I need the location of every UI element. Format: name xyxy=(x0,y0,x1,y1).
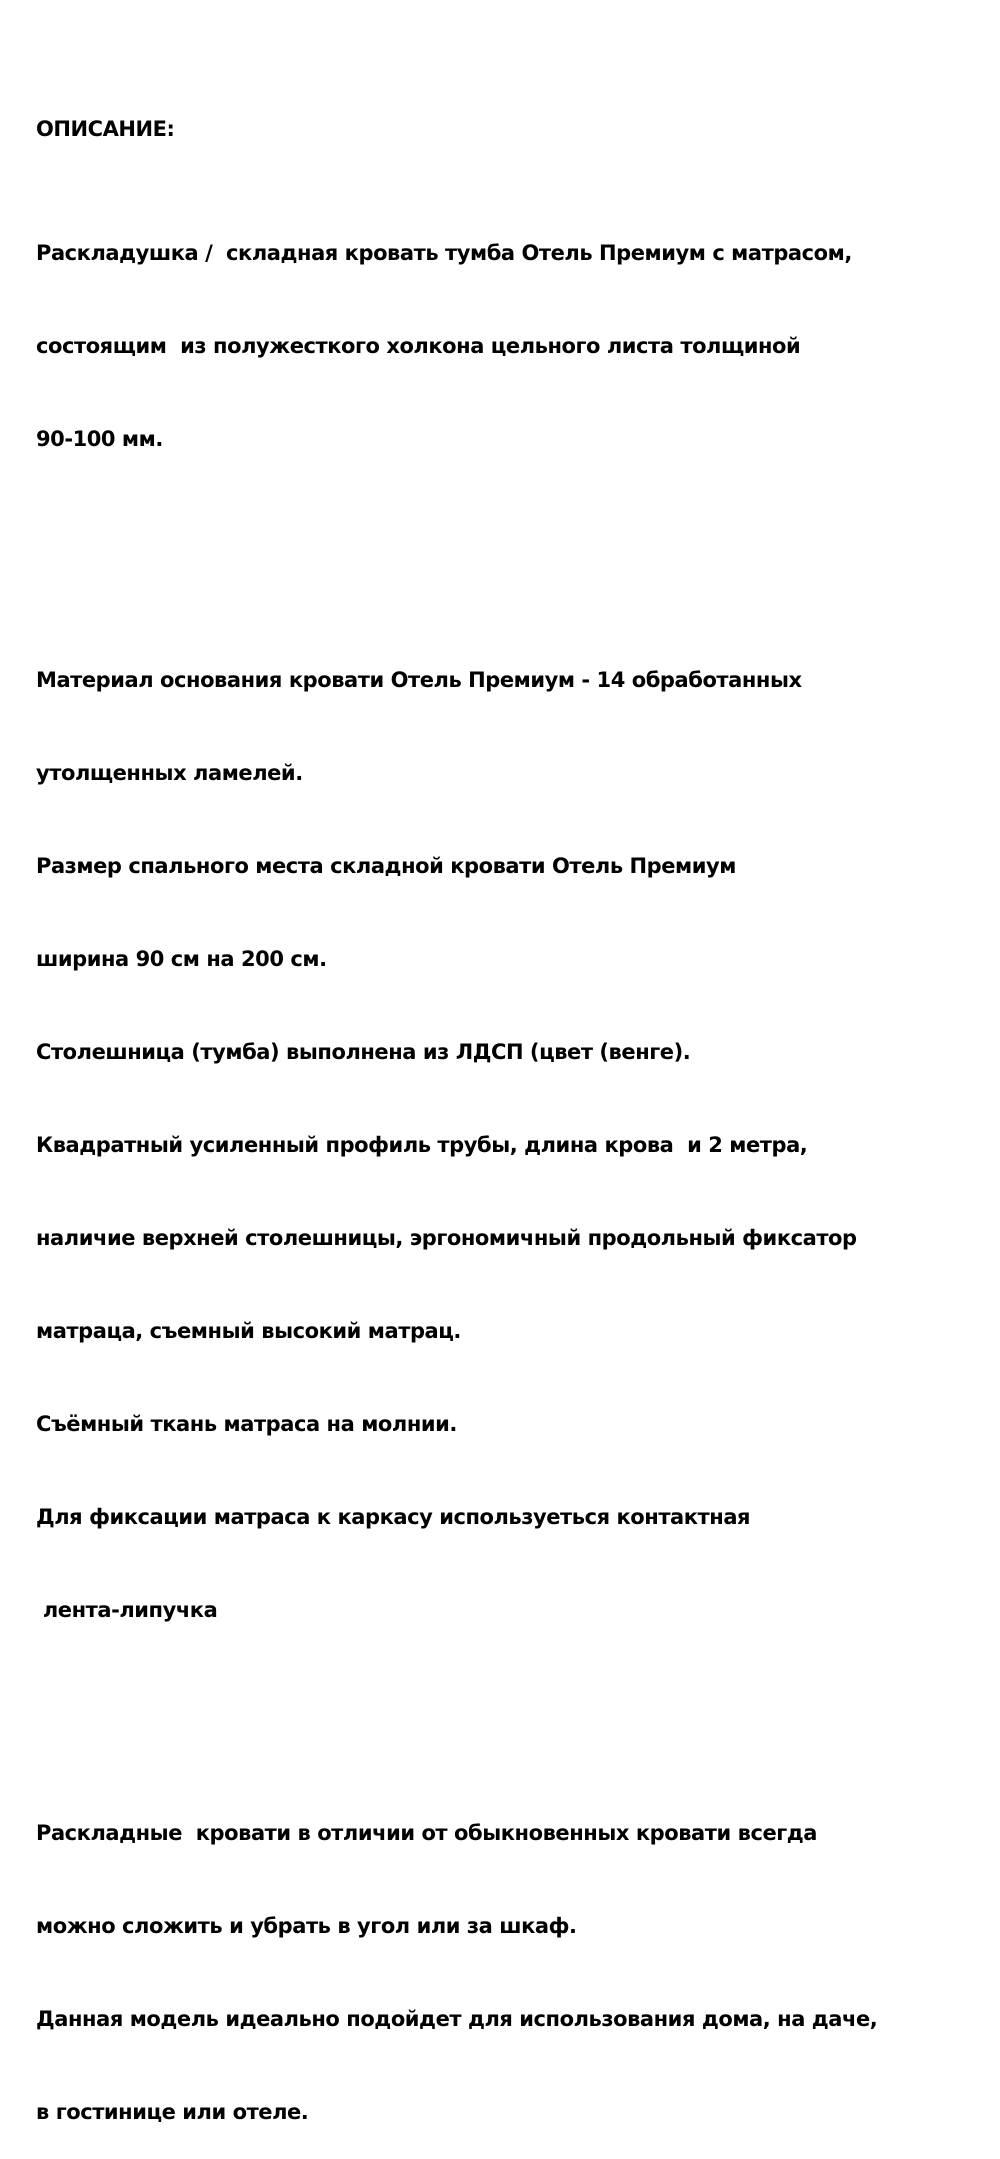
description-line: Для фиксации матраса к каркасу используеться контактная xyxy=(36,1505,751,1529)
description-line: 90-100 мм. xyxy=(36,427,163,451)
description-heading: ОПИСАНИЕ: xyxy=(36,117,175,141)
description-line: лента-липучка xyxy=(36,1598,218,1622)
description-line: наличие верхней столешницы, эргономичный продольный фиксатор xyxy=(36,1226,857,1250)
description-line: можно сложить и убрать в угол или за шкаф. xyxy=(36,1914,577,1938)
description-line: матраца, съемный высокий матрац. xyxy=(36,1319,461,1343)
description-line: ширина 90 см на 200 см. xyxy=(36,947,327,971)
product-description xyxy=(36,52,986,2159)
description-line: Столешница (тумба) выполнена из ЛДСП (цвет (венге). xyxy=(36,1040,691,1064)
description-line: Раскладушка / складная кровать тумба Отель Премиум с матрасом, xyxy=(36,241,852,265)
description-line: Размер спального места складной кровати Отель Премиум xyxy=(36,854,736,878)
description-line: Квадратный усиленный профиль трубы, длина крова и 2 метра, xyxy=(36,1133,808,1157)
description-line: Материал основания кровати Отель Премиум - 14 обработанных xyxy=(36,668,802,692)
paragraph-spacer xyxy=(36,548,986,572)
description-line: состоящим из полужесткого холкона цельного листа толщиной xyxy=(36,334,801,358)
description-line: Раскладные кровати в отличии от обыкновенных кровати всегда xyxy=(36,1821,817,1845)
description-line: Съёмный ткань матраса на молнии. xyxy=(36,1412,457,1436)
description-line: Данная модель идеально подойдет для использования дома, на даче, xyxy=(36,2007,878,2031)
description-line: утолщенных ламелей. xyxy=(36,761,303,785)
description-line: в гостинице или отеле. xyxy=(36,2100,309,2124)
paragraph-spacer xyxy=(36,1719,986,1725)
